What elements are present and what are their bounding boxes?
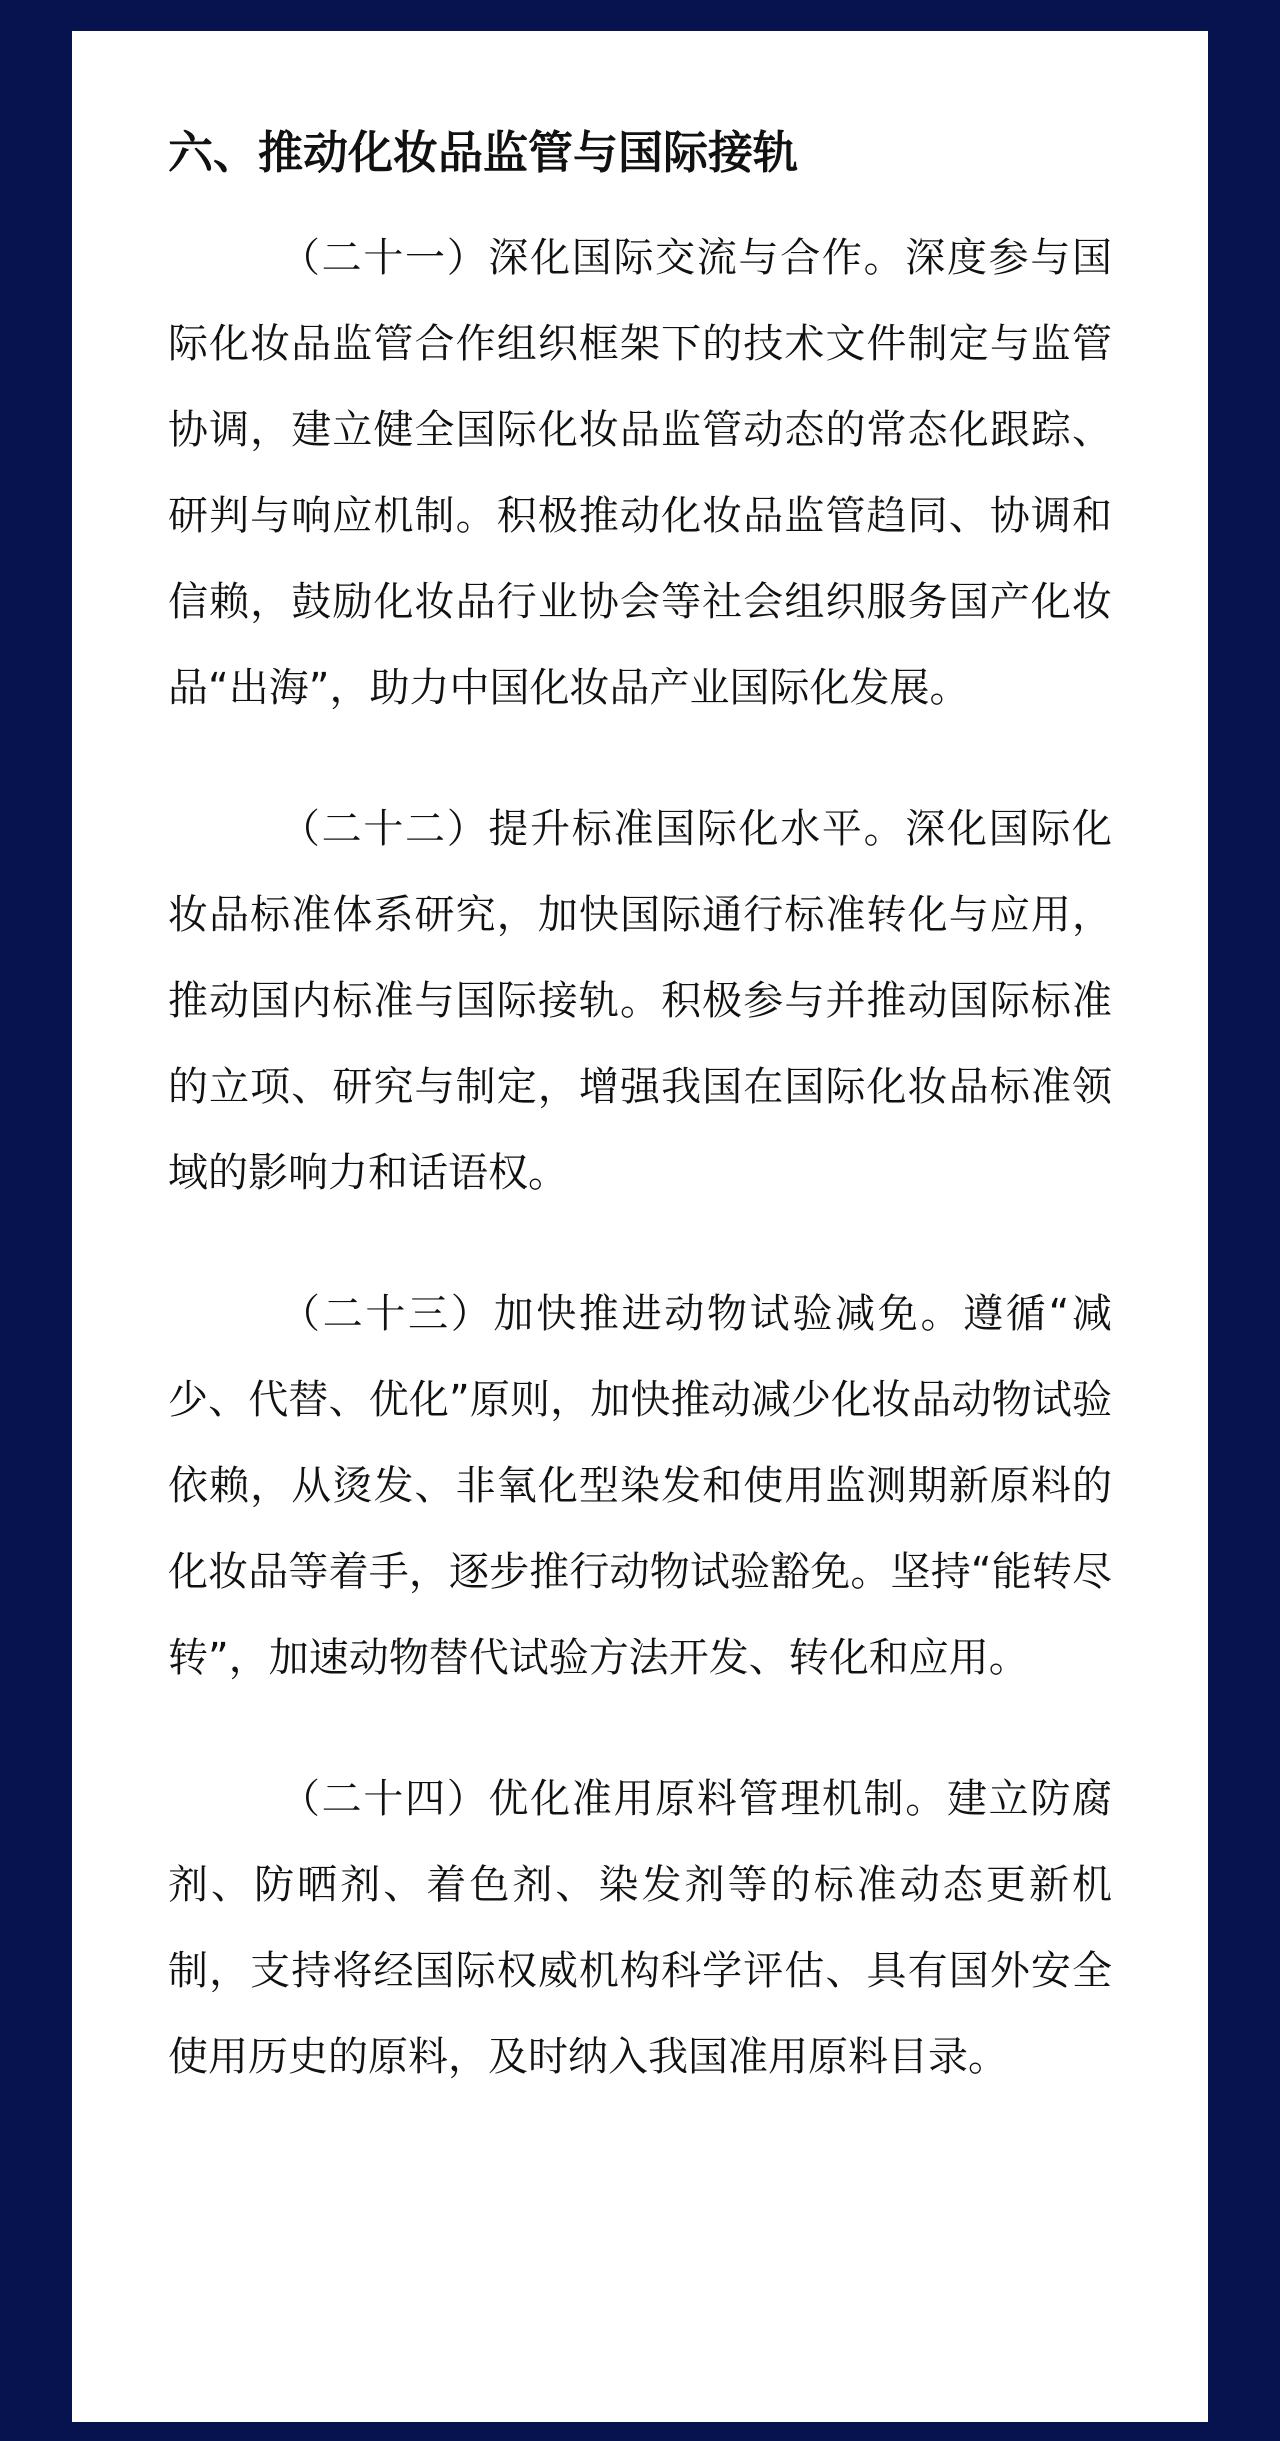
- paragraph-21: （二十一）深化国际交流与合作。深度参与国际化妆品监管合作组织框架下的技术文件制定与监管协调，建立健全国际化妆品监管动态的常态化跟踪、研判与响应机制。积极推动化妆品监管趋同、协调和信赖，鼓励化妆品行业协会等社会组织服务国产化妆品“出海”，助力中国化妆品产业国际化发展。: [168, 235, 1112, 711]
- paragraph-22: （二十二）提升标准国际化水平。深化国际化妆品标准体系研究，加快国际通行标准转化与应用，推动国内标准与国际接轨。积极参与并推动国际标准的立项、研究与制定，增强我国在国际化妆品标准领域的影响力和话语权。: [168, 806, 1112, 1196]
- section-title: 六、推动化妆品监管与国际接轨: [168, 126, 799, 179]
- document-page: [72, 31, 1208, 2422]
- paragraph-23: （二十三）加快推进动物试验减免。遵循“减少、代替、优化”原则，加快推动减少化妆品动物试验依赖，从烫发、非氧化型染发和使用监测期新原料的化妆品等着手，逐步推行动物试验豁免。坚持“能转尽转”，加速动物替代试验方法开发、转化和应用。: [168, 1291, 1112, 1681]
- paragraph-24: （二十四）优化准用原料管理机制。建立防腐剂、防晒剂、着色剂、染发剂等的标准动态更新机制，支持将经国际权威机构科学评估、具有国外安全使用历史的原料，及时纳入我国准用原料目录。: [168, 1776, 1112, 2080]
